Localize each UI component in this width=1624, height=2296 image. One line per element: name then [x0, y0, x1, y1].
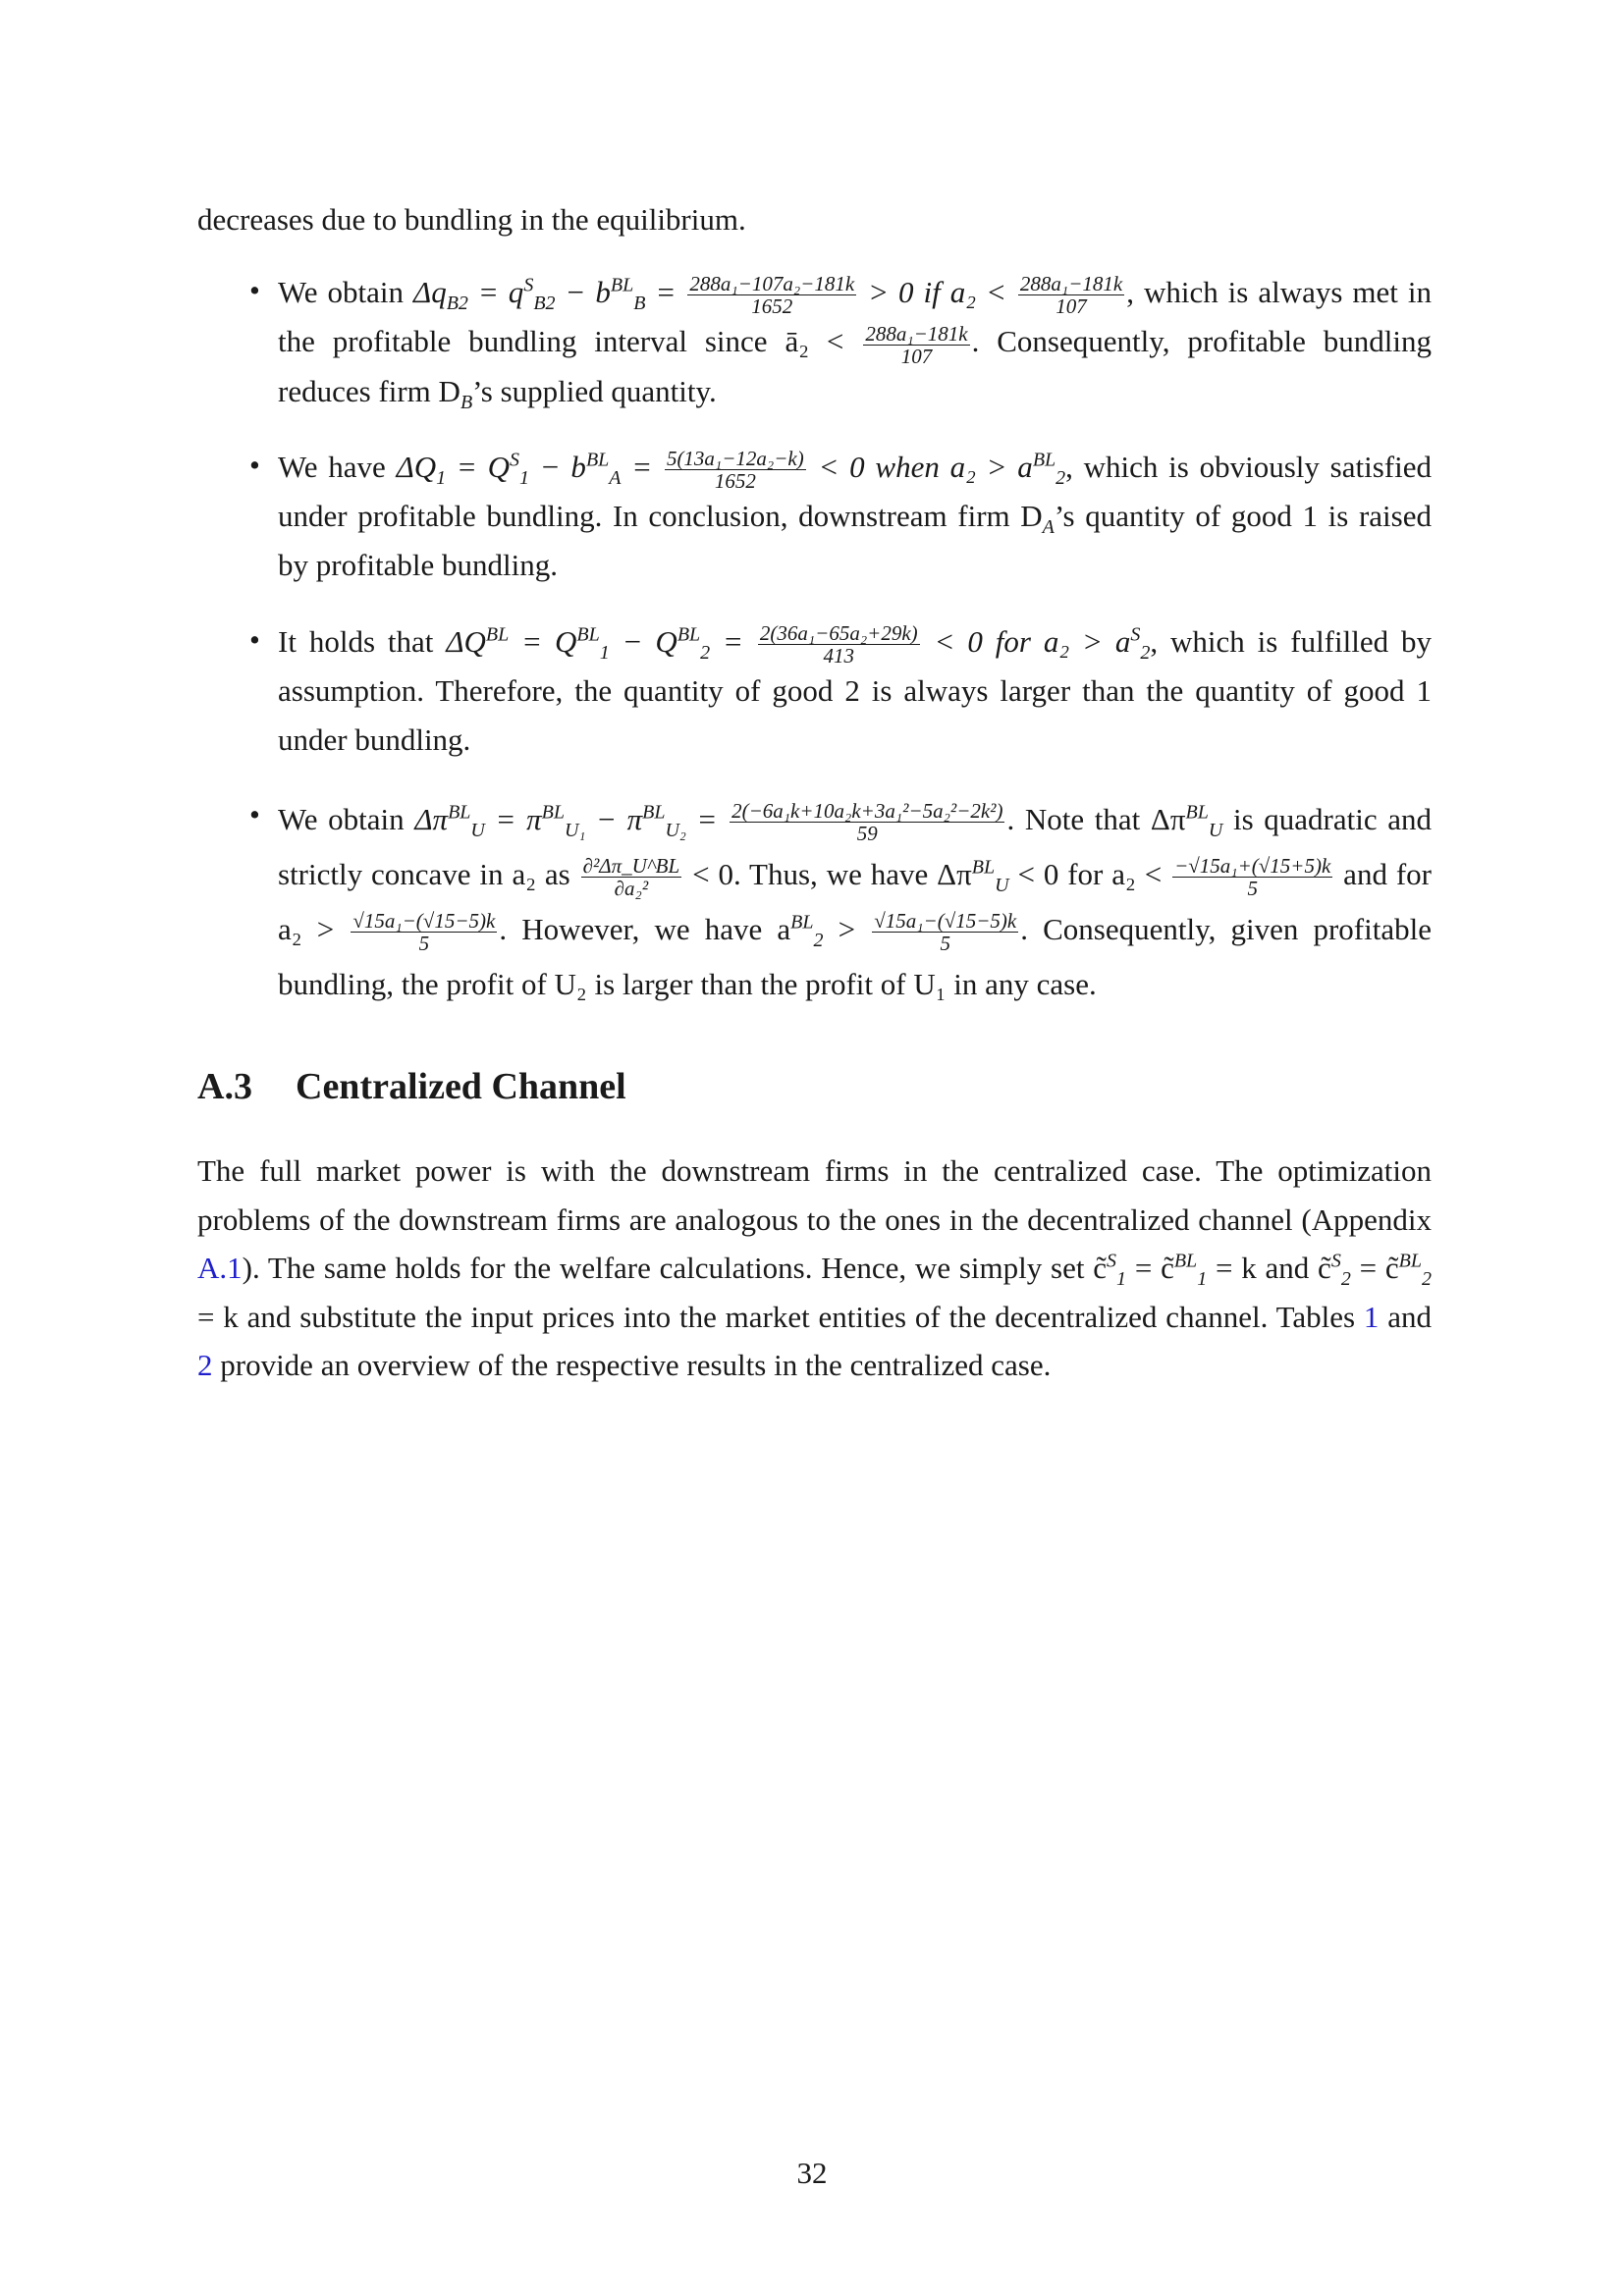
math-symbol: = q [467, 275, 524, 309]
fraction [872, 910, 1018, 954]
bullet-item [278, 268, 1432, 416]
fraction-numerator: −√15a₁+(√15+5)k [1174, 854, 1331, 879]
fraction-numerator: 2(36a₁−65a₂+29k) [759, 621, 918, 646]
math-symbol: = [710, 624, 756, 659]
math-sup: BL [541, 801, 565, 824]
section-number: A.3 [197, 1066, 252, 1107]
fraction-denominator: 59 [856, 822, 878, 846]
math-symbol: − π [585, 802, 643, 836]
fraction-denominator: 413 [823, 644, 855, 668]
math-sub: U [995, 875, 1009, 897]
math-symbol: ΔQ [396, 450, 437, 484]
fraction [758, 622, 920, 667]
fraction-denominator: ∂a₂² [614, 877, 649, 901]
fraction-numerator: 288a₁−181k [1019, 272, 1123, 296]
bullet-text: We obtain [278, 802, 415, 836]
condition: < 0 when a₂ > a [807, 450, 1033, 484]
fraction [665, 448, 806, 492]
math-sup: BL [485, 623, 510, 646]
paragraph-text: ). The same holds for the welfare calculations. Hence, we simply set c̃ [242, 1251, 1108, 1285]
bullet-text: and for a₂ > [278, 857, 1432, 946]
bullet-text: . Consequently, profitable bundling reduces firm D [278, 324, 1433, 408]
math-sup: BL [576, 623, 600, 646]
math-symbol: = [621, 450, 663, 484]
bullet-text: , which is obviously satisfied under profitable bundling. In conclusion, downstream firm D [278, 450, 1432, 534]
bullet-text: We have [278, 450, 397, 484]
math-sub: U [470, 820, 485, 842]
math-sub: 2 [1056, 467, 1066, 490]
math-sup: BL [1173, 1250, 1198, 1272]
math-symbol: = Q [509, 624, 577, 659]
math-sub: 1 [1197, 1268, 1208, 1291]
math-symbol: − b [529, 450, 586, 484]
table-link[interactable]: 2 [197, 1348, 213, 1382]
math-sub: U [1208, 820, 1223, 842]
bullet-text: , which is fulfilled by assumption. Therefore, the quantity of good 2 is always larger than the quantity of good 1 under bundling. [278, 624, 1433, 758]
math-sup: S [1130, 623, 1141, 646]
math-sup: BL [790, 911, 814, 934]
fraction-denominator: 5 [418, 932, 430, 956]
paragraph-text: = k and c̃ [1207, 1251, 1331, 1285]
math-sup: BL [1185, 801, 1209, 824]
bullet-item [278, 443, 1432, 590]
math-sup: BL [610, 274, 634, 296]
math-sub: U₂ [665, 820, 686, 842]
paragraph-text: The full market power is with the downstream firms in the centralized case. The optimization problems of the downstream firms are analogous to the ones in the decentralized channel (Appendix [197, 1153, 1432, 1237]
math-sub: B2 [446, 293, 468, 315]
bullet-text: We obtain [278, 275, 413, 309]
math-sub: 2 [1340, 1268, 1351, 1291]
math-sub: U₁ [564, 820, 586, 842]
bullet-text: , which is always met in the profitable bundling interval since ā₂ < [278, 275, 1432, 359]
math-sup: S [1330, 1250, 1341, 1272]
fraction-denominator: 5 [1247, 877, 1258, 901]
fraction-denominator: 5 [940, 932, 950, 956]
fraction [351, 910, 497, 954]
math-sup: S [510, 449, 519, 471]
math-sub: 1 [436, 467, 447, 490]
intro-line [197, 194, 1432, 244]
math-sub: A [609, 467, 622, 490]
bullet-text: It holds that [278, 624, 447, 659]
math-sup: BL [677, 623, 701, 646]
math-symbol: − b [555, 275, 611, 309]
math-sub: 2 [700, 642, 711, 665]
fraction [863, 323, 969, 367]
math-sub: 1 [599, 642, 610, 665]
bullet-text: . Note that Δπ [1006, 802, 1186, 836]
math-sub: A [1042, 516, 1055, 539]
math-sub: B [460, 391, 473, 413]
section-heading [197, 1065, 626, 1108]
math-sup: BL [448, 801, 471, 824]
table-link[interactable]: 1 [1363, 1299, 1380, 1334]
bullet-dot: • [249, 273, 260, 307]
fraction [687, 273, 856, 317]
math-sub: 2 [1140, 642, 1151, 665]
math-sup: BL [971, 856, 996, 879]
bullet-dot: • [249, 797, 260, 831]
bullet-dot: • [249, 448, 260, 482]
bullet-text: < 0. Thus, we have Δπ [683, 857, 972, 891]
math-symbol: = π [484, 802, 542, 836]
section-title: Centralized Channel [296, 1066, 626, 1107]
paragraph-text: = c̃ [1350, 1251, 1399, 1285]
bullet-text: is quadratic and strictly concave in a₂ as [278, 802, 1433, 891]
fraction [730, 800, 1004, 844]
math-sup: BL [1398, 1250, 1422, 1272]
bullet-item [278, 617, 1432, 765]
fraction-numerator: 5(13a₁−12a₂−k) [666, 447, 804, 471]
fraction [1018, 273, 1124, 317]
bullet-dot: • [249, 622, 260, 657]
fraction-denominator: 107 [900, 344, 933, 368]
math-sup: S [1107, 1250, 1117, 1272]
fraction-denominator: 1652 [751, 294, 793, 319]
fraction-denominator: 1652 [714, 469, 756, 494]
math-symbol: ΔQ [446, 624, 486, 659]
fraction-numerator: 2(−6a₁k+10a₂k+3a₁²−5a₂²−2k²) [731, 799, 1003, 824]
math-sup: BL [585, 449, 610, 471]
math-sub: 1 [519, 467, 529, 490]
math-symbol: = Q [446, 450, 510, 484]
bullet-text: . Consequently, given profitable bundling, the profit of U₂ is larger than the profit of U₁ in any case. [278, 912, 1432, 1001]
fraction [1172, 855, 1332, 899]
bullet-text: . However, we have a [499, 912, 791, 946]
math-sup: BL [642, 801, 666, 824]
math-sup: S [523, 274, 534, 296]
appendix-link[interactable]: A.1 [197, 1251, 243, 1285]
bullet-item [278, 792, 1432, 1012]
math-symbol: = [685, 802, 729, 836]
page-number: 32 [796, 2156, 828, 2190]
bullet-text: < 0 for a₂ < [1008, 857, 1171, 891]
math-sub: 2 [813, 930, 824, 952]
paragraph-text: = c̃ [1126, 1251, 1174, 1285]
math-symbol: Δπ [414, 802, 449, 836]
math-sub: 1 [1116, 1268, 1127, 1291]
fraction-numerator: 288a₁−107a₂−181k [689, 272, 855, 296]
fraction-numerator: √15a₁−(√15−5)k [874, 909, 1017, 934]
fraction-numerator: √15a₁−(√15−5)k [352, 909, 496, 934]
section-paragraph [197, 1147, 1432, 1390]
math-sub: B [633, 293, 646, 315]
fraction-denominator: 107 [1056, 294, 1087, 319]
paragraph-text: provide an overview of the respective results in the centralized case. [212, 1348, 1052, 1382]
math-sub: 2 [1421, 1268, 1432, 1291]
fraction-numerator: 288a₁−181k [865, 321, 968, 346]
math-symbol: Δq [413, 275, 447, 309]
math-sub: B2 [533, 293, 556, 315]
math-symbol: = [645, 275, 686, 309]
paragraph-text: and [1379, 1299, 1432, 1334]
fraction [581, 855, 682, 899]
intro-text: decreases due to bundling in the equilibrium. [197, 202, 746, 237]
paragraph-text: = k and substitute the input prices into the market entities of the decentralized channel. Tables [197, 1299, 1364, 1334]
math-symbol: − Q [609, 624, 677, 659]
fraction-numerator: ∂²Δπ_U^BL [582, 854, 680, 879]
condition: < 0 for a₂ > a [921, 624, 1131, 659]
math-sup: BL [1032, 449, 1056, 471]
bullet-text: ’s supplied quantity. [472, 373, 717, 408]
bullet-text: > [823, 912, 871, 946]
bullet-text: ’s quantity of good 1 is raised by profitable bundling. [278, 499, 1432, 583]
condition: > 0 if a₂ < [858, 275, 1016, 309]
